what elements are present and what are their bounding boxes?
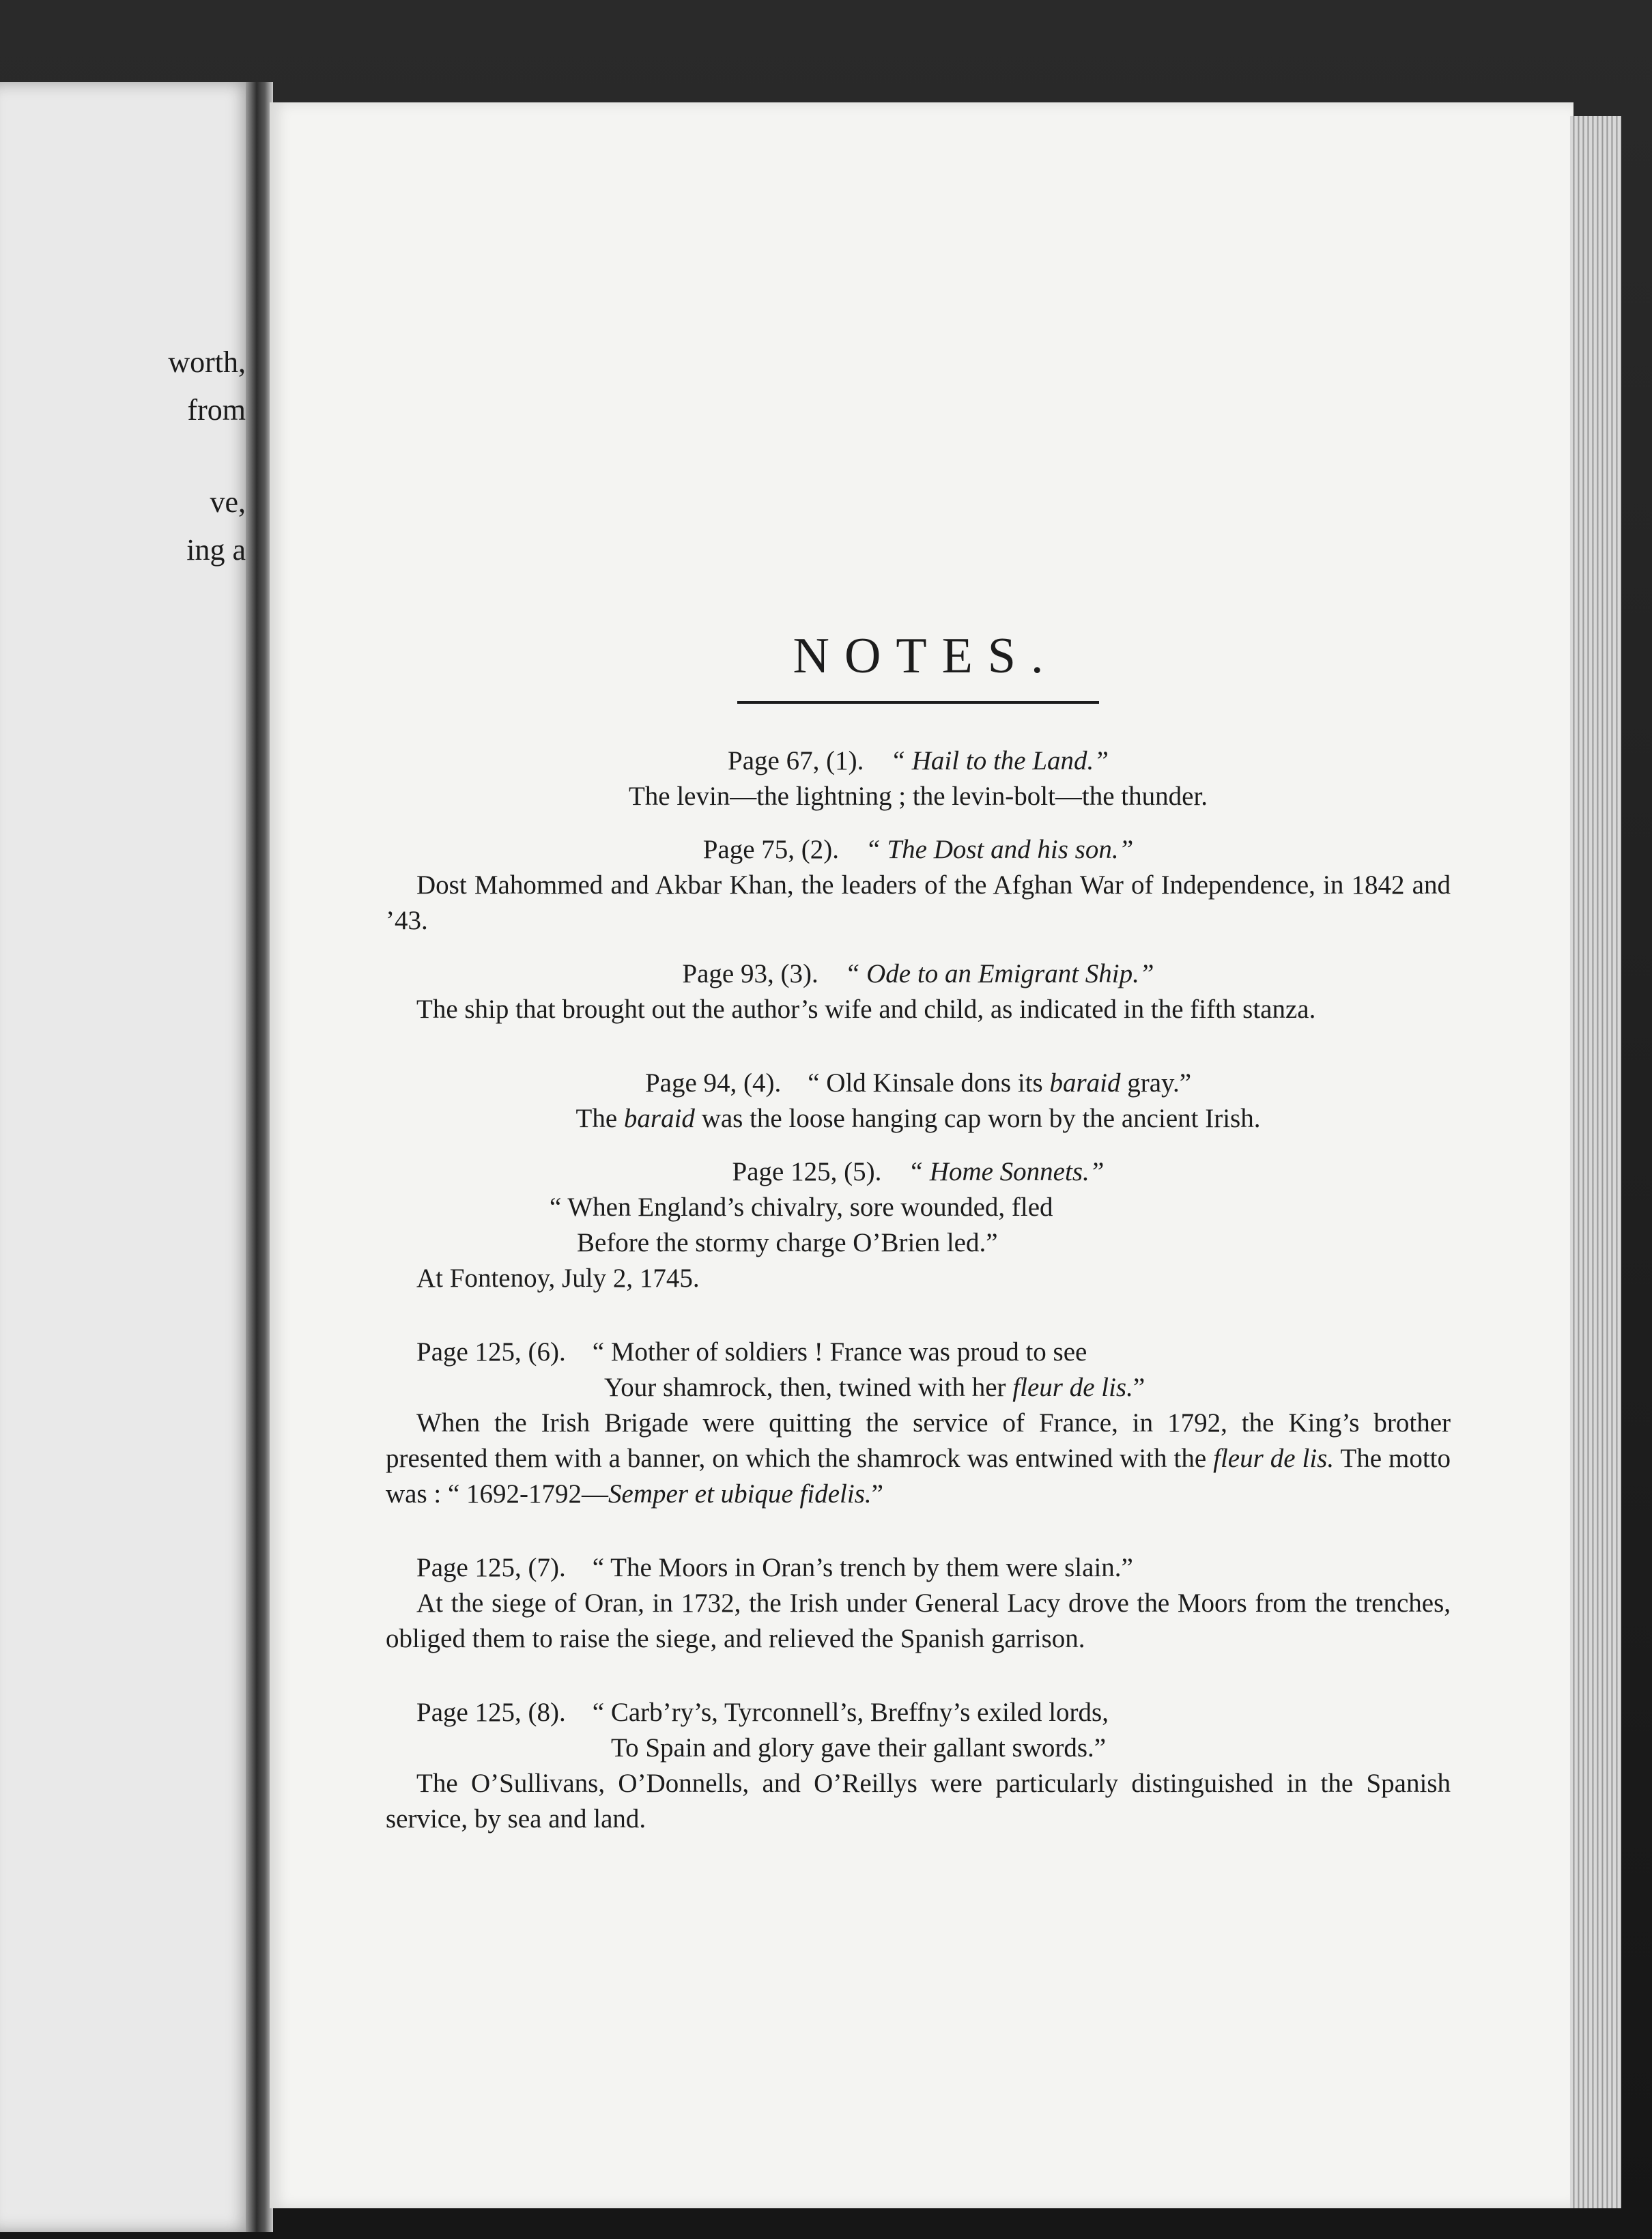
note-heading (386, 956, 1451, 992)
title-rule (737, 701, 1099, 704)
notes-content (386, 102, 1451, 1837)
note-body: The O’Sullivans, O’Donnells, and O’Reillys were particularly distinguished in the Spanish service, by sea and land. (386, 1769, 1451, 1834)
note-body: The baraid was the loose hanging cap worn by the ancient Irish. (575, 1104, 1261, 1133)
note-heading (386, 1335, 1451, 1370)
verse-line: “ When England’s chivalry, sore wounded, fled (550, 1193, 1053, 1222)
note-heading (386, 832, 1451, 868)
right-page (270, 102, 1573, 2208)
page-title: NOTES. (793, 628, 1059, 684)
verse-line: “ Mother of soldiers ! France was proud to see (592, 1337, 1087, 1367)
verse-line: Before the stormy charge O’Brien led.” (577, 1228, 998, 1257)
left-page-fragment: ing a (186, 533, 246, 567)
note-heading (386, 1066, 1451, 1101)
left-page-fragment: from (187, 393, 246, 427)
note-reference: Page 125, (5). (732, 1157, 882, 1186)
note-body: Dost Mahommed and Akbar Khan, the leaders of the Afghan War of Independence, in 1842 and ’43. (386, 870, 1451, 935)
note-reference: Page 125, (6). (416, 1337, 566, 1367)
verse-line: To Spain and glory gave their gallant swords.” (611, 1733, 1107, 1763)
note-quote: “ Old Kinsale dons its baraid gray.” (808, 1068, 1192, 1098)
left-page (0, 82, 256, 2232)
note-quote: “ The Dost and his son.” (866, 835, 1134, 864)
note-heading (386, 1695, 1451, 1730)
note-heading (386, 1550, 1451, 1586)
note-reference: Page 75, (2). (702, 835, 840, 864)
left-page-fragment: worth, (168, 345, 246, 379)
note-quote: “ Hail to the Land.” (890, 746, 1109, 775)
note-reference: Page 125, (7). (416, 1553, 566, 1582)
note-quote: “ Home Sonnets.” (908, 1157, 1105, 1186)
left-page-fragment: ve, (210, 485, 246, 519)
page-edges (1570, 116, 1621, 2208)
note-body: The levin—the lightning ; the levin-bolt—the thunder. (628, 782, 1208, 811)
note-reference: Page 67, (1). (728, 746, 864, 775)
note-body: When the Irish Brigade were quitting the service of France, in 1792, the King’s brother presented them with a banner, on which the shamrock was entwined with the fleur de lis. The motto was : “ 1692-1792—Semper et ubique fidelis.” (386, 1408, 1451, 1509)
note-body: At Fontenoy, July 2, 1745. (416, 1264, 700, 1293)
book-gutter (246, 82, 273, 2232)
note-quote: “ Ode to an Emigrant Ship.” (844, 959, 1154, 988)
note-verse (386, 1190, 1451, 1261)
note-reference: Page 125, (8). (416, 1698, 566, 1727)
note-reference: Page 94, (4). (644, 1068, 782, 1098)
verse-line: “ Carb’ry’s, Tyrconnell’s, Breffny’s exiled lords, (592, 1698, 1109, 1727)
note-heading (386, 1154, 1451, 1190)
note-body: At the siege of Oran, in 1732, the Irish under General Lacy drove the Moors from the trenches, obliged them to raise the siege, and relieved the Spanish garrison. (386, 1588, 1451, 1653)
verse-line: Your shamrock, then, twined with her fleur de lis.” (604, 1373, 1145, 1402)
note-reference: Page 93, (3). (682, 959, 818, 988)
note-quote: “ The Moors in Oran’s trench by them were slain.” (592, 1553, 1133, 1582)
note-heading (386, 743, 1451, 779)
note-body: The ship that brought out the author’s wife and child, as indicated in the fifth stanza. (416, 995, 1316, 1024)
